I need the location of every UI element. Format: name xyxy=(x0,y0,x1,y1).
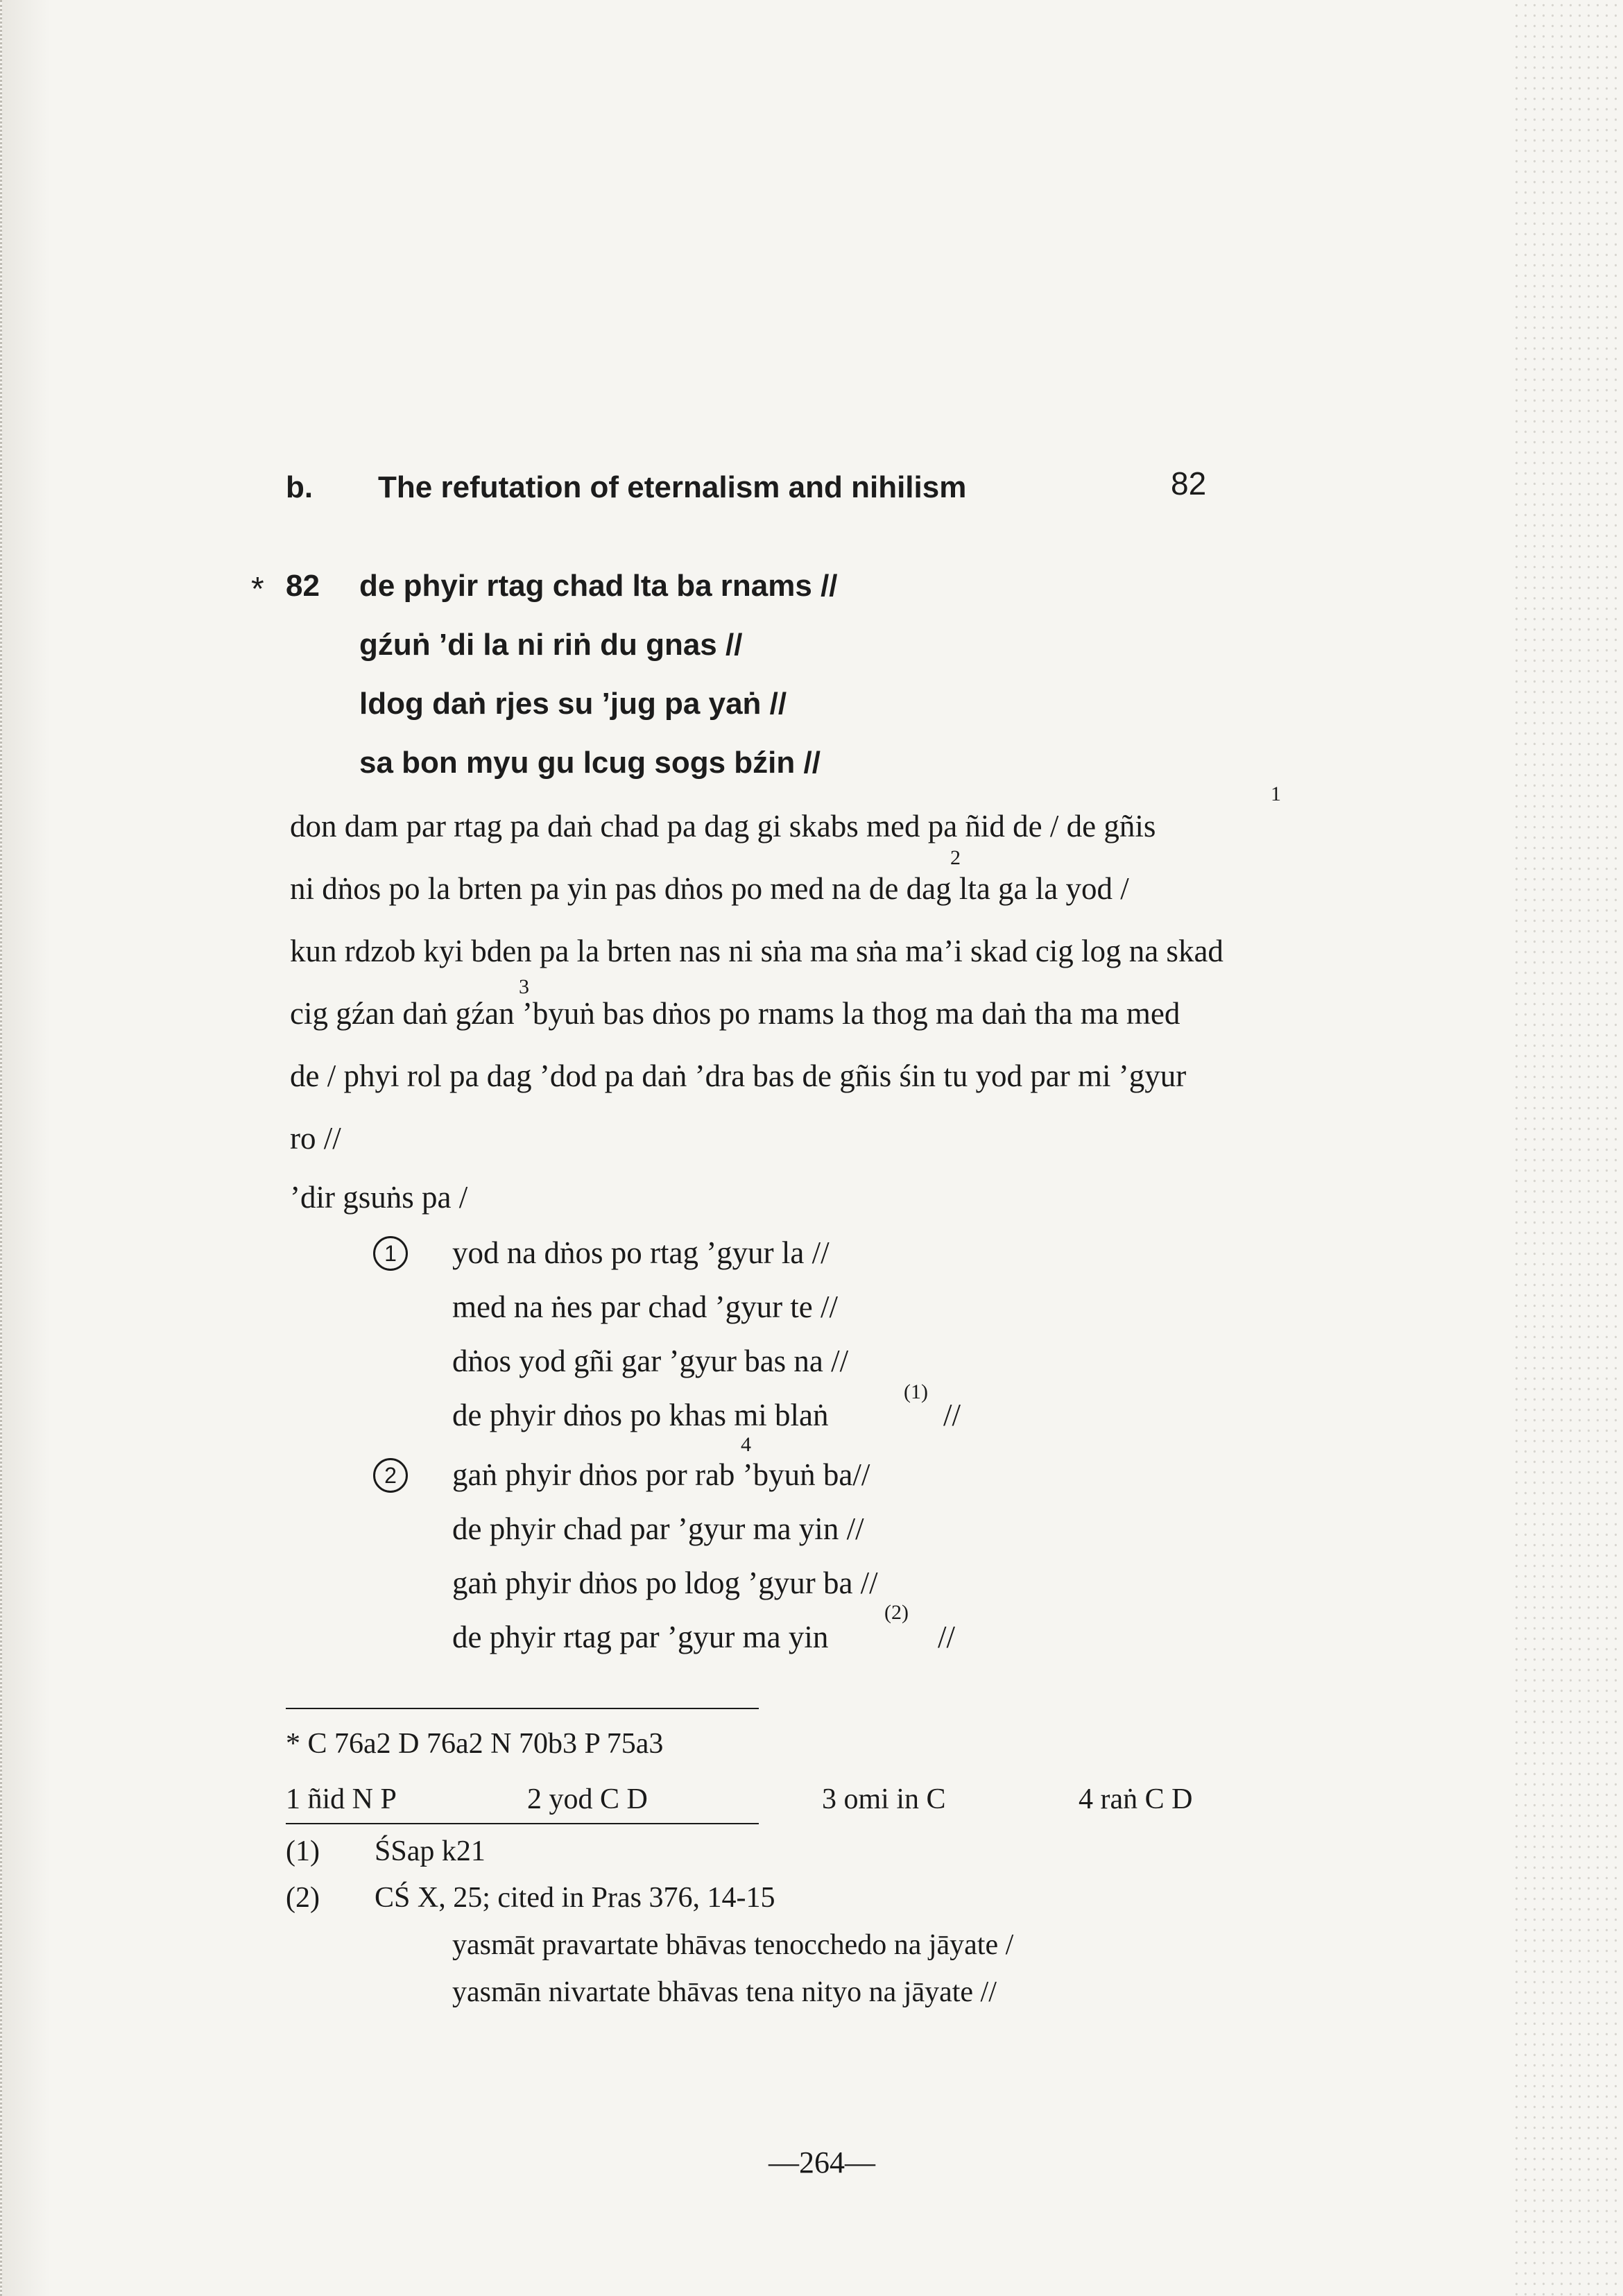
variant-underline xyxy=(286,1823,759,1824)
commentary-line: cig gźan daṅ gźan ’byuṅ bas dṅos po rnams la thog ma daṅ tha ma med xyxy=(290,996,1180,1031)
variant-note-2: 2 xyxy=(950,846,961,869)
quote-line: de phyir chad par ’gyur ma yin // xyxy=(452,1511,864,1546)
footnote-ref-1: (1) xyxy=(904,1380,928,1403)
intro-line: ’dir gsuṅs pa / xyxy=(290,1180,468,1215)
sanskrit-line: yasmān nivartate bhāvas tena nityo na jāyate // xyxy=(452,1976,997,2008)
footnote-variant: 4 raṅ C D xyxy=(1079,1783,1193,1815)
section-title: The refutation of eternalism and nihilism xyxy=(378,470,967,504)
footnote-separator xyxy=(286,1708,759,1709)
quote-end: // xyxy=(943,1398,961,1432)
footnote-number: (2) xyxy=(286,1882,320,1914)
commentary-line: de / phyi rol pa dag ’dod pa daṅ ’dra bas de gñis śin tu yod par mi ’gyur xyxy=(290,1059,1187,1093)
verse-number: 82 xyxy=(286,569,320,603)
footnote-number: (1) xyxy=(286,1835,320,1867)
variant-note-4: 4 xyxy=(741,1433,751,1456)
commentary-line: ro // xyxy=(290,1121,341,1156)
footnote-variant: 3 omi in C xyxy=(822,1783,946,1815)
page-right-edge-speckle xyxy=(1512,0,1623,2296)
commentary-line: don dam par rtag pa daṅ chad pa dag gi skabs med pa ñid de / de gñis xyxy=(290,809,1156,843)
section-number: 82 xyxy=(1171,465,1207,502)
footnote-variant: 2 yod C D xyxy=(527,1783,648,1815)
footnote-ref-2: (2) xyxy=(884,1601,909,1624)
commentary-line: ni dṅos po la brten pa yin pas dṅos po med na de dag lta ga la yod / xyxy=(290,871,1129,906)
variant-note-1: 1 xyxy=(1271,782,1281,805)
commentary-line: kun rdzob kyi bden pa la brten nas ni sṅa ma sṅa ma’i skad cig log na skad xyxy=(290,934,1223,968)
quote-line: gaṅ phyir dṅos por rab ’byuṅ ba// xyxy=(452,1457,870,1492)
page-number: —264— xyxy=(768,2145,875,2179)
circled-number-2: 2 xyxy=(373,1458,408,1493)
footnote-variant: 1 ñid N P xyxy=(286,1783,397,1815)
quote-line: de phyir rtag par ’gyur ma yin xyxy=(452,1620,829,1654)
quote-end: // xyxy=(938,1620,956,1654)
footnote-sources: * C 76a2 D 76a2 N 70b3 P 75a3 xyxy=(286,1728,664,1760)
sanskrit-line: yasmāt pravartate bhāvas tenocchedo na jāyate / xyxy=(452,1929,1014,1961)
verse-marker: * xyxy=(251,571,264,608)
quote-line: yod na dṅos po rtag ’gyur la // xyxy=(452,1235,830,1270)
verse-line: sa bon myu gu lcug sogs bźin // xyxy=(359,746,821,780)
page-left-edge xyxy=(0,0,51,2296)
verse-line: de phyir rtag chad lta ba rnams // xyxy=(359,569,838,603)
verse-line: ldog daṅ rjes su ’jug pa yaṅ // xyxy=(359,687,787,721)
footnote-text: ŚSap k21 xyxy=(375,1835,486,1867)
quote-line: gaṅ phyir dṅos po ldog ’gyur ba // xyxy=(452,1566,878,1600)
quote-line: dṅos yod gñi gar ’gyur bas na // xyxy=(452,1344,849,1378)
quote-line: med na ṅes par chad ’gyur te // xyxy=(452,1290,839,1324)
verse-line: gźuṅ ’di la ni riṅ du gnas // xyxy=(359,628,743,662)
variant-note-3: 3 xyxy=(519,975,529,998)
circled-number-1: 1 xyxy=(373,1236,408,1271)
section-letter: b. xyxy=(286,470,314,504)
quote-line: de phyir dṅos po khas mi blaṅ xyxy=(452,1398,829,1432)
footnote-text: CŚ X, 25; cited in Pras 376, 14-15 xyxy=(375,1882,775,1914)
